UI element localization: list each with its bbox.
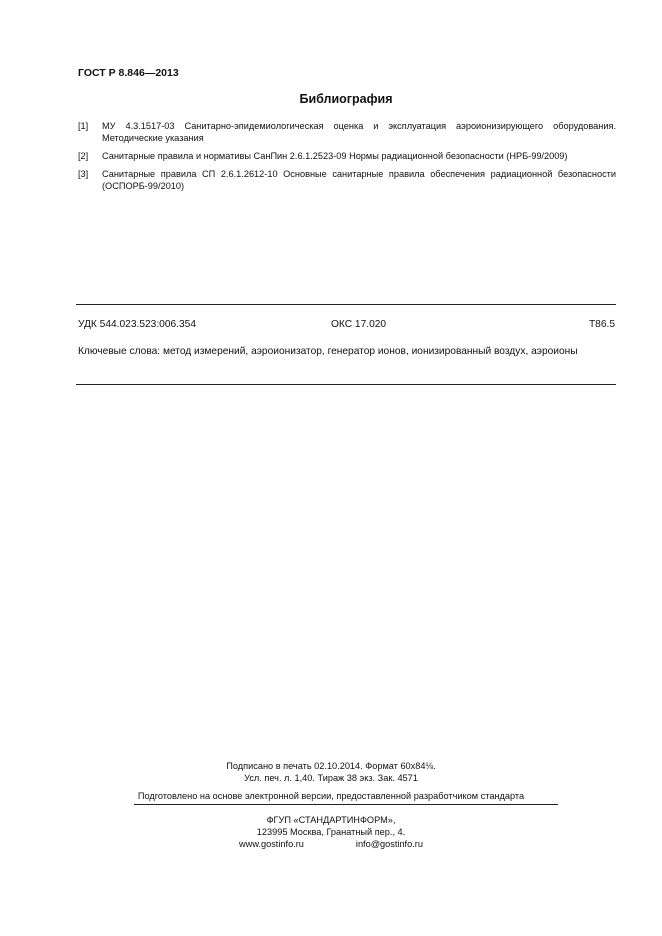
bibliography-item [78,168,616,192]
bibliography-item-number: [3] [78,169,89,179]
prepared-note: Подготовлено на основе электронной версии, предоставленной разработчиком стандарта [137,791,525,801]
bibliography-item-text: МУ 4.3.1517-03 Санитарно-эпидемиологическая оценка и эксплуатация аэроионизирующего оборудования. Методические указания [102,121,616,143]
footer-divider [134,804,558,805]
oks-code: ОКС 17.020 [331,319,387,330]
publisher-address: 123995 Москва, Гранатный пер., 4. [256,827,406,837]
publisher-website-link[interactable]: www.gostinfo.ru [239,839,304,849]
keywords: Ключевые слова: метод измерений, аэроионизатор, генератор ионов, ионизированный воздух, аэроионы [78,346,578,357]
bottom-divider [76,384,616,385]
top-divider [76,304,616,305]
udk-code: УДК 544.023.523:006.354 [78,319,196,330]
bibliography-item-text: Санитарные правила и нормативы СанПин 2.6.1.2523-09 Нормы радиационной безопасности (НРБ-99/2009) [102,151,568,161]
signed-for-print: Подписано в печать 02.10.2014. Формат 60x84⅛. [226,761,436,771]
bibliography-item [78,150,616,162]
publisher-email-link[interactable]: info@gostinfo.ru [355,839,423,849]
bibliography-title: Библиография [299,92,393,106]
publisher-contacts [0,838,662,851]
bibliography-item-number: [1] [78,121,89,131]
classification-code: Т86.5 [588,319,615,330]
bibliography-item-text: Санитарные правила СП 2.6.1.2612-10 Основные санитарные правила обеспечения радиационной безопасности (ОСПОРБ-99/2010) [102,169,616,191]
publisher-name: ФГУП «СТАНДАРТИНФОРМ», [266,815,396,825]
print-info: Усл. печ. л. 1,40. Тираж 38 экз. Зак. 4571 [244,773,418,783]
bibliography-item [78,120,616,144]
bibliography-item-number: [2] [78,151,89,161]
standard-code: ГОСТ Р 8.846—2013 [78,67,179,79]
